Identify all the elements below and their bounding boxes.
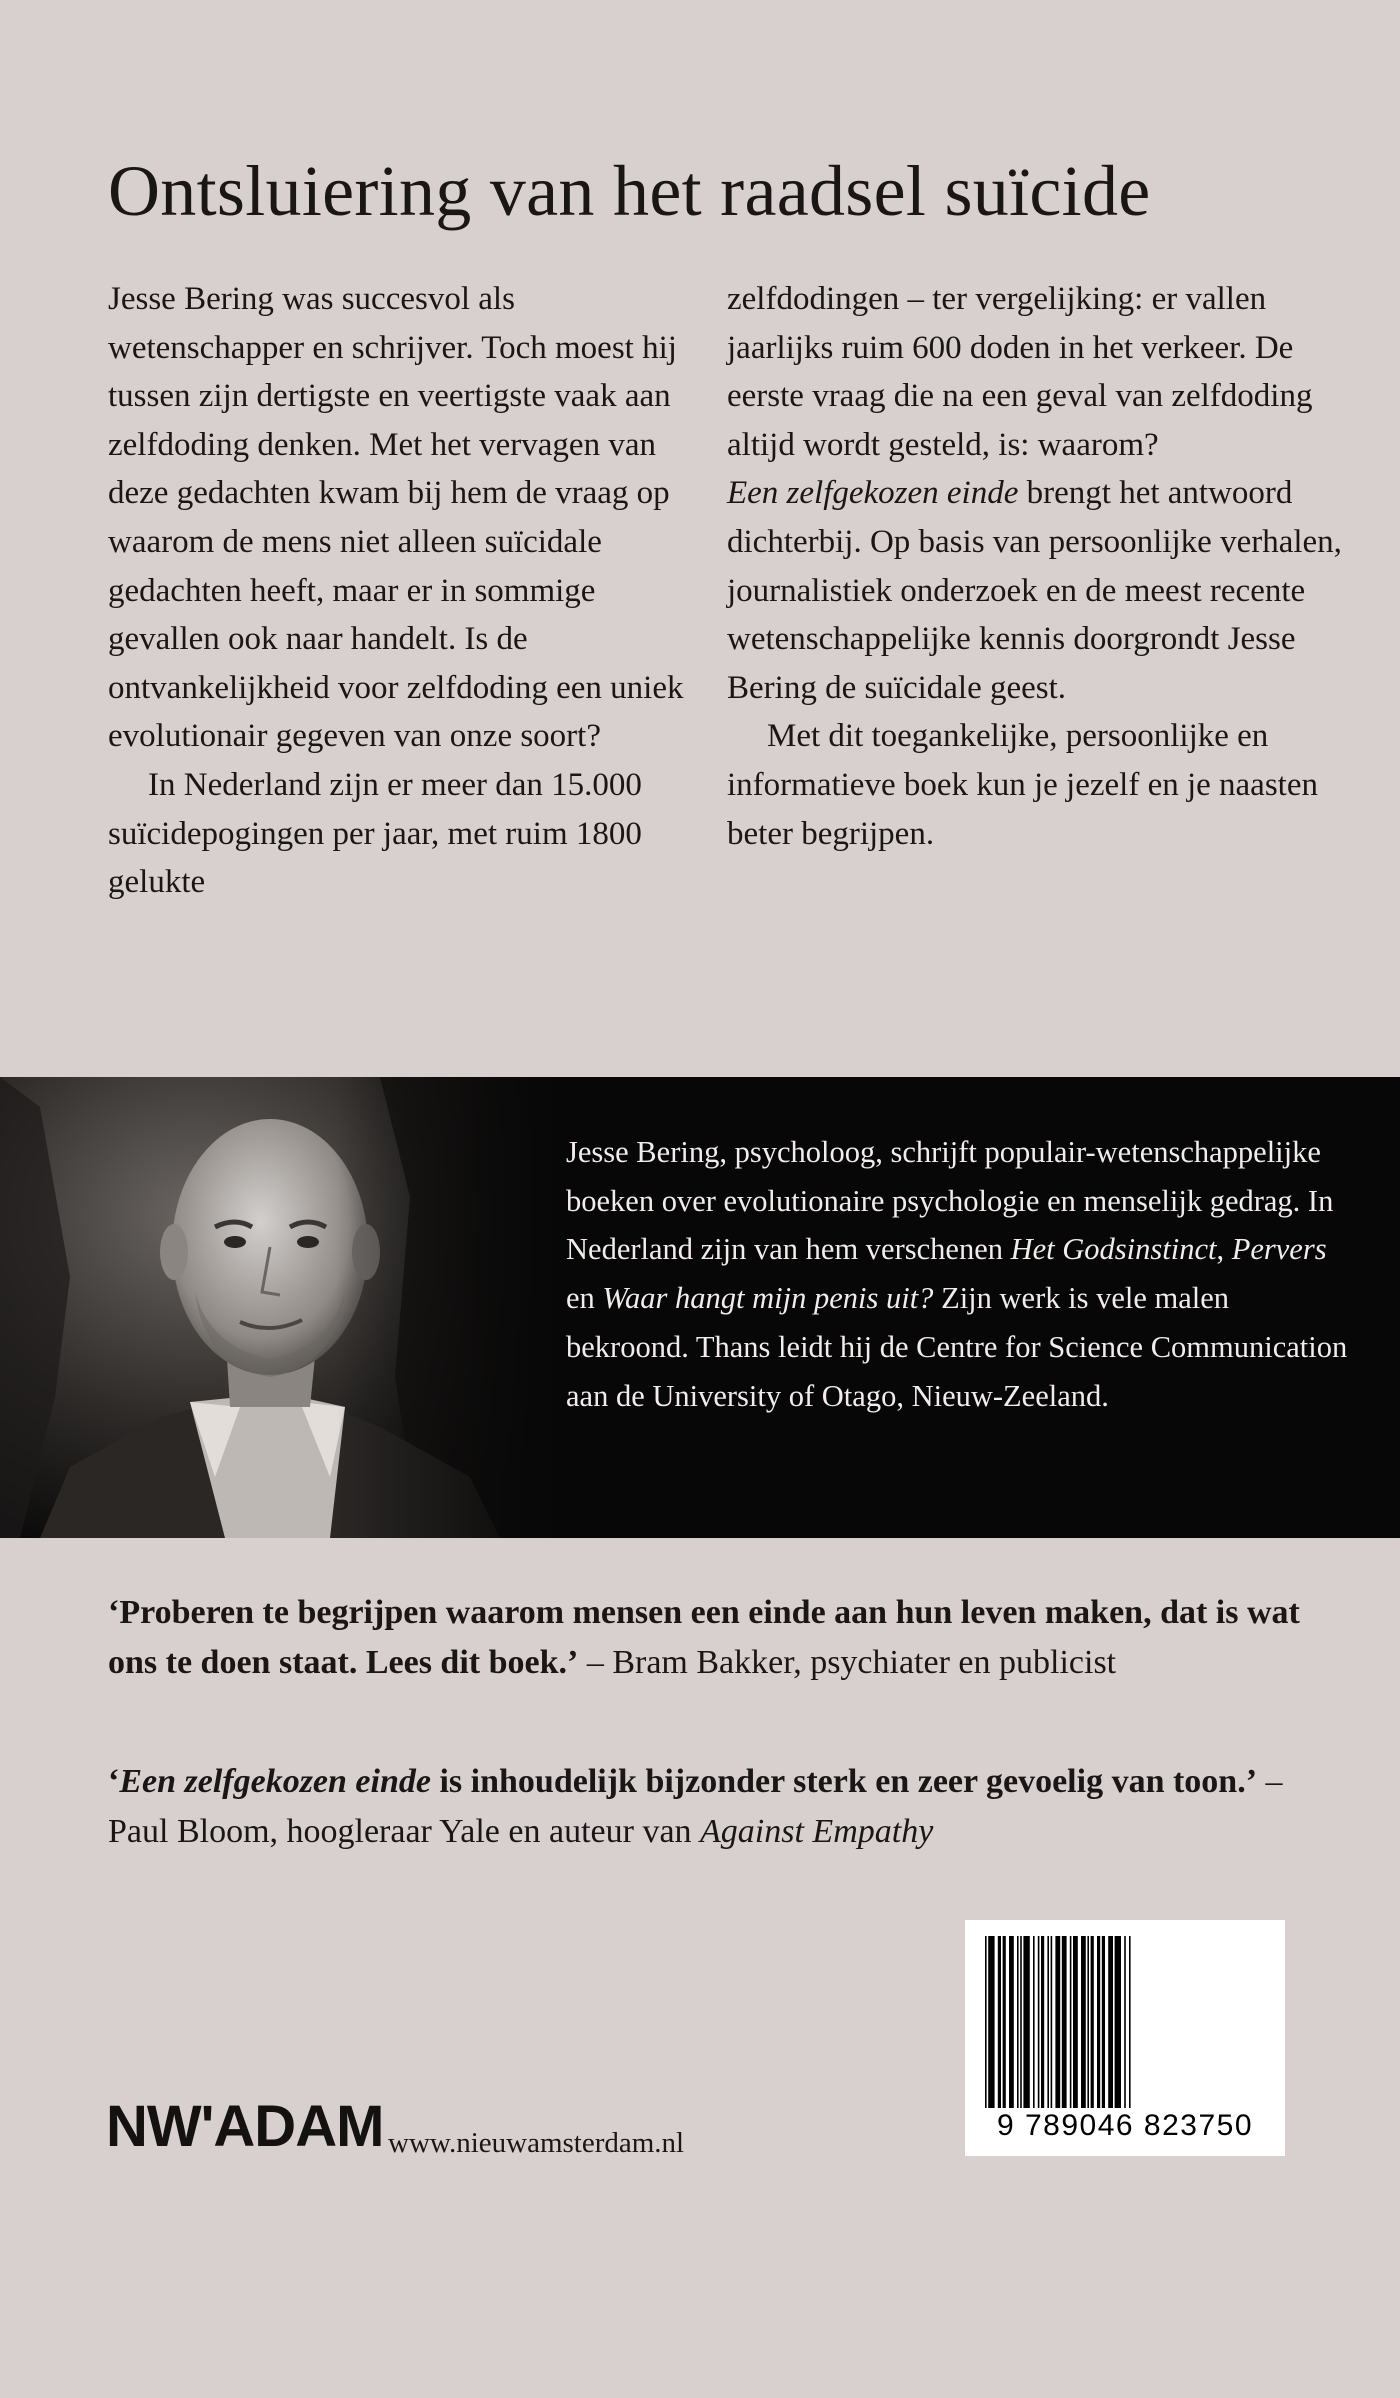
book-title: Het Godsinstinct xyxy=(1010,1232,1217,1267)
barcode-bar xyxy=(1020,1936,1022,2108)
barcode-bar xyxy=(1091,1936,1094,2108)
book-title: Waar hangt mijn penis uit? xyxy=(602,1281,934,1316)
barcode-bars xyxy=(981,1936,1269,2108)
blurb-paragraph: Jesse Bering was succesvol als wetenschapper en schrijver. Toch moest hij tussen zijn dertigste en veertigste vaak aan zelfdoding denken. Met het vervagen van deze gedachten kwam bij hem de vraag op waarom de mens niet alleen suïcidale gedachten heeft, maar er in sommige gevallen ook naar handelt. Is de ontvankelijkheid voor zelfdoding een uniek evolutionair gegeven van onze soort? xyxy=(108,281,684,755)
barcode-bar xyxy=(1081,1936,1086,2108)
isbn-number: 9 789046 823750 xyxy=(996,2109,1254,2142)
bio-text: Jesse Bering, psycholoog, schrijft populair-wetenschappelijke boeken over evolutionaire psychologie en menselijk gedrag. In Nederland zijn van hem verschenen xyxy=(566,1135,1334,1267)
publisher-logo: NW'ADAM xyxy=(106,2094,384,2159)
author-bio xyxy=(566,1128,1356,1420)
barcode-bar xyxy=(1124,1936,1126,2108)
barcode-bar xyxy=(1087,1936,1089,2108)
bio-separator: , xyxy=(1216,1232,1225,1267)
barcode-bar xyxy=(1115,1936,1121,2108)
barcode-bar xyxy=(1009,1936,1014,2108)
blurb-left-column xyxy=(108,275,698,907)
barcode-bar xyxy=(1108,1936,1113,2108)
quote-text: is inhoudelijk bijzonder sterk en zeer gevoelig van toon.’ xyxy=(439,1763,1258,1800)
barcode-bar xyxy=(985,1936,987,2108)
review-quote xyxy=(108,1757,1308,1857)
publisher-website: www.nieuwamsterdam.nl xyxy=(388,2127,685,2159)
quote-open-mark: ‘ xyxy=(108,1763,120,1800)
barcode-bar xyxy=(998,1936,1001,2108)
barcode-bar xyxy=(1038,1936,1040,2108)
barcode-bar xyxy=(1017,1936,1019,2108)
barcode-bar xyxy=(1070,1936,1072,2108)
book-title: Een zelfgekozen einde xyxy=(727,475,1019,512)
barcode-bar xyxy=(1062,1936,1067,2108)
bio-text: Zijn werk is vele malen bekroond. Thans leidt hij de Centre for Science Communication aan de University of Otago, Nieuw-Zeeland. xyxy=(566,1281,1348,1413)
book-title: Pervers xyxy=(1231,1232,1327,1267)
barcode-bar xyxy=(1129,1936,1131,2108)
barcode-bar xyxy=(1051,1936,1053,2108)
barcode-bar xyxy=(1073,1936,1078,2108)
blurb-paragraph xyxy=(727,275,1342,712)
barcode-bar xyxy=(1055,1936,1060,2108)
blurb-text: brengt het antwoord dichterbij. Op basis van persoonlijke verhalen, journalistiek onderzoek en de meest recente wetenschappelijke kennis doorgrondt Jesse Bering de suïcidale geest. xyxy=(727,475,1342,706)
review-quote xyxy=(108,1588,1308,1688)
barcode-bar xyxy=(1047,1936,1049,2108)
quote-text: ‘Proberen te begrijpen waarom mensen een einde aan hun leven maken, dat is wat ons te doen staat. Lees dit boek.’ xyxy=(108,1594,1300,1681)
barcode-bar xyxy=(1033,1936,1035,2108)
barcode-bar xyxy=(1102,1936,1105,2108)
quote-attribution: – Bram Bakker, psychiater en publicist xyxy=(586,1644,1117,1681)
barcode-bar xyxy=(1041,1936,1044,2108)
barcode-bar xyxy=(1097,1936,1100,2108)
bio-separator: en xyxy=(566,1281,595,1316)
blurb-paragraph: Met dit toegankelijke, persoonlijke en informatieve boek kun je jezelf en je naasten beter begrijpen. xyxy=(727,718,1318,852)
barcode-bar xyxy=(1003,1936,1006,2108)
quote-attribution: – Paul Bloom, hoogleraar Yale en auteur van xyxy=(108,1763,1283,1850)
book-title: Een zelfgekozen einde xyxy=(119,1763,431,1800)
barcode-bar xyxy=(988,1936,994,2108)
bio-paragraph xyxy=(566,1128,1356,1420)
barcode xyxy=(965,1920,1285,2156)
blurb-text: zelfdodingen – ter vergelijking: er vallen jaarlijks ruim 600 doden in het verkeer. De eerste vraag die na een geval van zelfdoding altijd wordt gesteld, is: waarom? xyxy=(727,281,1313,463)
blurb-right-column xyxy=(727,275,1342,858)
blurb-paragraph: In Nederland zijn er meer dan 15.000 suïcidepogingen per jaar, met ruim 1800 gelukte xyxy=(108,766,642,901)
barcode-bar xyxy=(1023,1936,1029,2108)
book-title: Against Empathy xyxy=(700,1813,934,1850)
cover-title: Ontsluiering van het raadsel suïcide xyxy=(108,151,1151,231)
author-photo xyxy=(0,1077,560,1538)
